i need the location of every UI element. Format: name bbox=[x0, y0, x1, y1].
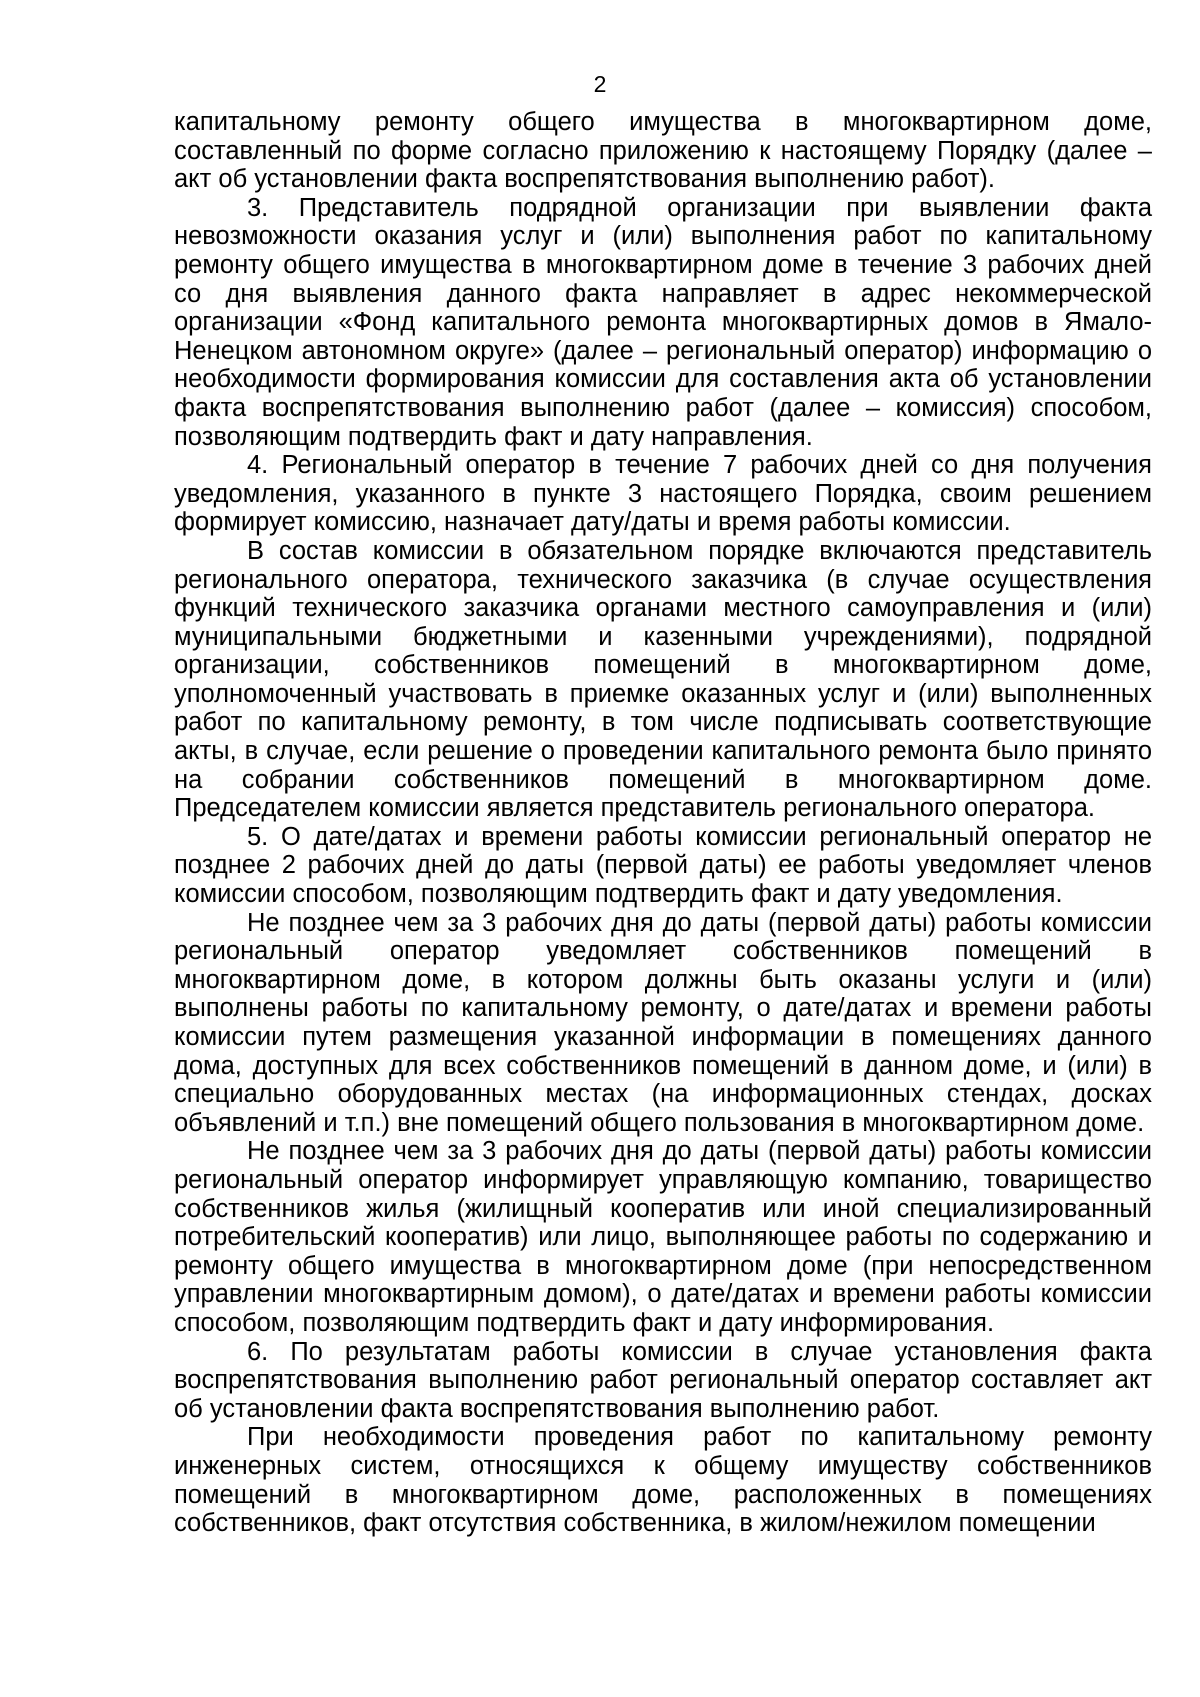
paragraph-item-6: 6. По результатам работы комиссии в случае установления факта воспрепятствования выполнению работ региональный оператор составляет акт об установлении факта воспрепятствования выполнению работ. bbox=[174, 1337, 1152, 1423]
paragraph-commission-composition: В состав комиссии в обязательном порядке включаются представитель регионального оператора, технического заказчика (в случае осуществления функций технического заказчика органами местного самоуправления и (или) муниципальными бюджетными и казенными учреждениями), подрядной организации, собственников помещений в многоквартирном доме, уполномоченный участвовать в приемке оказанных услуг и (или) выполненных работ по капитальному ремонту, в том числе подписывать соответствующие акты, в случае, если решение о проведении капитального ремонта было принято на собрании собственников помещений в многоквартирном доме. Председателем комиссии является представитель регионального оператора. bbox=[174, 536, 1152, 823]
page-number: 2 bbox=[593, 71, 607, 97]
paragraph-continuation: капитальному ремонту общего имущества в многоквартирном доме, составленный по форме согласно приложению к настоящему Порядку (далее – акт об установлении факта воспрепятствования выполнению работ). bbox=[174, 108, 1152, 194]
paragraph-management-notification: Не позднее чем за 3 рабочих дня до даты (первой даты) работы комиссии региональный оператор информирует управляющую компанию, товарищество собственников жилья (жилищный кооператив или иной специализированный потребительский кооператив) или лицо, выполняющее работы по содержанию и ремонту общего имущества в многоквартирном доме (при непосредственном управлении многоквартирным домом), о дате/датах и времени работы комиссии способом, позволяющим подтвердить факт и дату информирования. bbox=[174, 1137, 1152, 1337]
paragraph-item-4: 4. Региональный оператор в течение 7 рабочих дней со дня получения уведомления, указанного в пункте 3 настоящего Порядка, своим решением формирует комиссию, назначает дату/даты и время работы комиссии. bbox=[174, 451, 1152, 537]
paragraph-item-3: 3. Представитель подрядной организации при выявлении факта невозможности оказания услуг и (или) выполнения работ по капитальному ремонту общего имущества в многоквартирном доме в течение 3 рабочих дней со дня выявления данного факта направляет в адрес некоммерческой организации «Фонд капитального ремонта многоквартирных домов в Ямало-Ненецком автономном округе» (далее – региональный оператор) информацию о необходимости формирования комиссии для составления акта об установлении факта воспрепятствования выполнению работ (далее – комиссия) способом, позволяющим подтвердить факт и дату направления. bbox=[174, 193, 1152, 451]
paragraph-owners-notification: Не позднее чем за 3 рабочих дня до даты (первой даты) работы комиссии региональный оператор уведомляет собственников помещений в многоквартирном доме, в котором должны быть оказаны услуги и (или) выполнены работы по капитальному ремонту, о дате/датах и времени работы комиссии путем размещения указанной информации в помещениях данного дома, доступных для всех собственников помещений в данном доме, и (или) в специально оборудованных местах (на информационных стендах, досках объявлений и т.п.) вне помещений общего пользования в многоквартирном доме. bbox=[174, 908, 1152, 1137]
paragraph-engineering-systems: При необходимости проведения работ по капитальному ремонту инженерных систем, относящихся к общему имуществу собственников помещений в многоквартирном доме, расположенных в помещениях собственников, факт отсутствия собственника, в жилом/нежилом помещении bbox=[174, 1423, 1152, 1538]
document-body bbox=[174, 108, 1152, 1538]
paragraph-item-5: 5. О дате/датах и времени работы комиссии региональный оператор не позднее 2 рабочих дней до даты (первой даты) ее работы уведомляет членов комиссии способом, позволяющим подтвердить факт и дату уведомления. bbox=[174, 822, 1152, 909]
